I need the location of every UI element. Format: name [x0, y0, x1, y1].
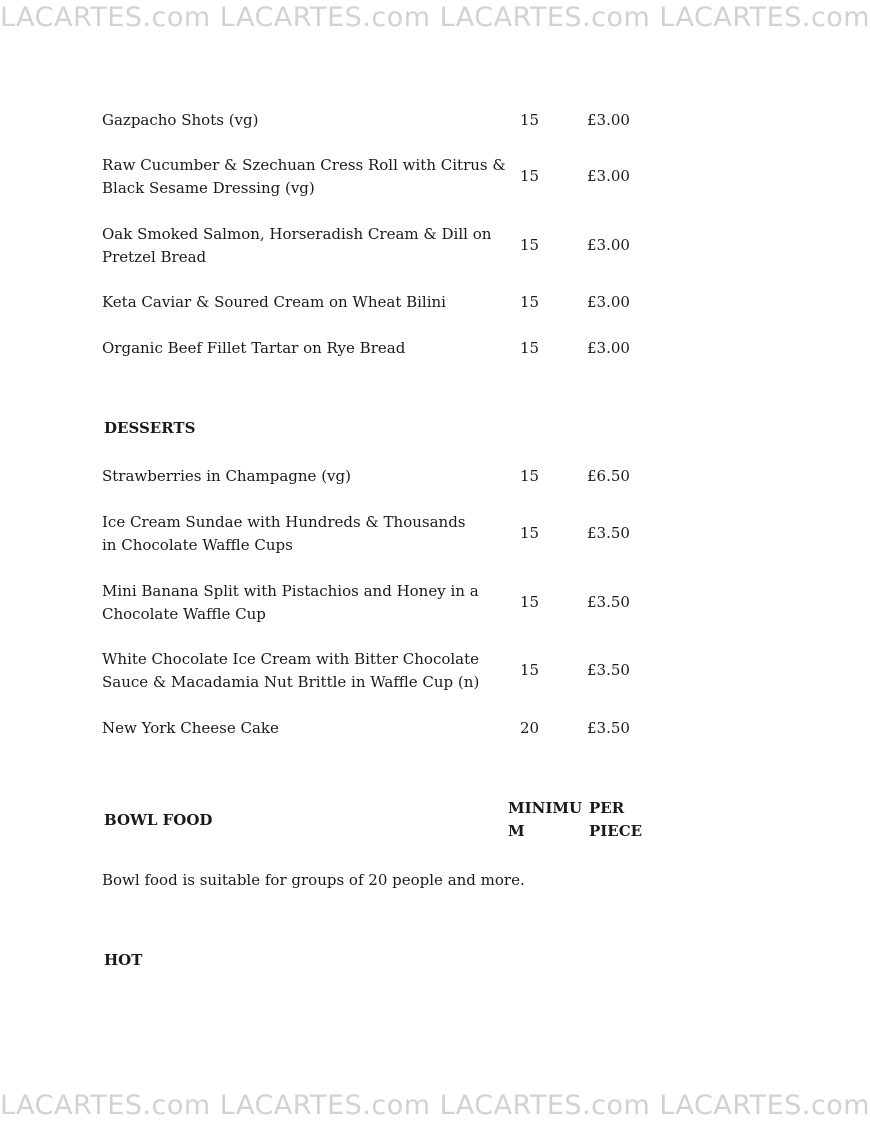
item-name: Keta Caviar & Soured Cream on Wheat Bilini [102, 293, 446, 311]
item-price: £3.50 [587, 719, 630, 737]
item-name: Gazpacho Shots (vg) [102, 111, 259, 129]
item-minimum: 15 [520, 236, 540, 254]
column-header-minimum-line2: M [508, 822, 525, 840]
item-price: £3.50 [587, 593, 630, 611]
item-minimum: 20 [520, 719, 540, 737]
item-minimum: 15 [520, 661, 540, 679]
item-minimum: 15 [520, 293, 540, 311]
item-minimum: 15 [520, 167, 540, 185]
section-heading-desserts: DESSERTS [104, 419, 196, 437]
item-minimum: 15 [520, 524, 540, 542]
item-name: Oak Smoked Salmon, Horseradish Cream & Dill on Pretzel Bread [102, 225, 492, 266]
column-header-per-piece-line1: PER [589, 799, 625, 817]
item-price: £3.50 [587, 524, 630, 542]
watermark-bottom: LACARTES.com LACARTES.com LACARTES.com LACARTES.com [0, 1090, 870, 1121]
item-name: Mini Banana Split with Pistachios and Honey in a Chocolate Waffle Cup [102, 582, 479, 623]
item-name: Organic Beef Fillet Tartar on Rye Bread [102, 339, 406, 357]
column-header-per-piece-line2: PIECE [589, 822, 643, 840]
item-price: £6.50 [587, 467, 630, 485]
item-price: £3.00 [587, 339, 630, 357]
watermark-top: LACARTES.com LACARTES.com LACARTES.com LACARTES.com [0, 2, 870, 33]
column-header-per-piece [589, 797, 642, 843]
section-heading-hot: HOT [104, 951, 143, 969]
item-price: £3.00 [587, 167, 630, 185]
item-price: £3.50 [587, 661, 630, 679]
item-price: £3.00 [587, 236, 630, 254]
item-name: Raw Cucumber & Szechuan Cress Roll with Citrus & Black Sesame Dressing (vg) [102, 156, 506, 197]
item-price: £3.00 [587, 293, 630, 311]
item-price: £3.00 [587, 111, 630, 129]
item-minimum: 15 [520, 339, 540, 357]
item-minimum: 15 [520, 593, 540, 611]
item-name: White Chocolate Ice Cream with Bitter Chocolate Sauce & Macadamia Nut Brittle in Waffle Cup (n) [102, 650, 480, 691]
item-minimum: 15 [520, 467, 540, 485]
item-name: Ice Cream Sundae with Hundreds & Thousands in Chocolate Waffle Cups [102, 513, 466, 554]
item-name: Strawberries in Champagne (vg) [102, 467, 351, 485]
column-header-minimum [508, 797, 582, 843]
section-heading-bowl-food: BOWL FOOD [104, 811, 213, 829]
item-name: New York Cheese Cake [102, 719, 279, 737]
bowl-food-note: Bowl food is suitable for groups of 20 people and more. [102, 871, 525, 889]
item-minimum: 15 [520, 111, 540, 129]
column-header-minimum-line1: MINIMU [508, 799, 583, 817]
